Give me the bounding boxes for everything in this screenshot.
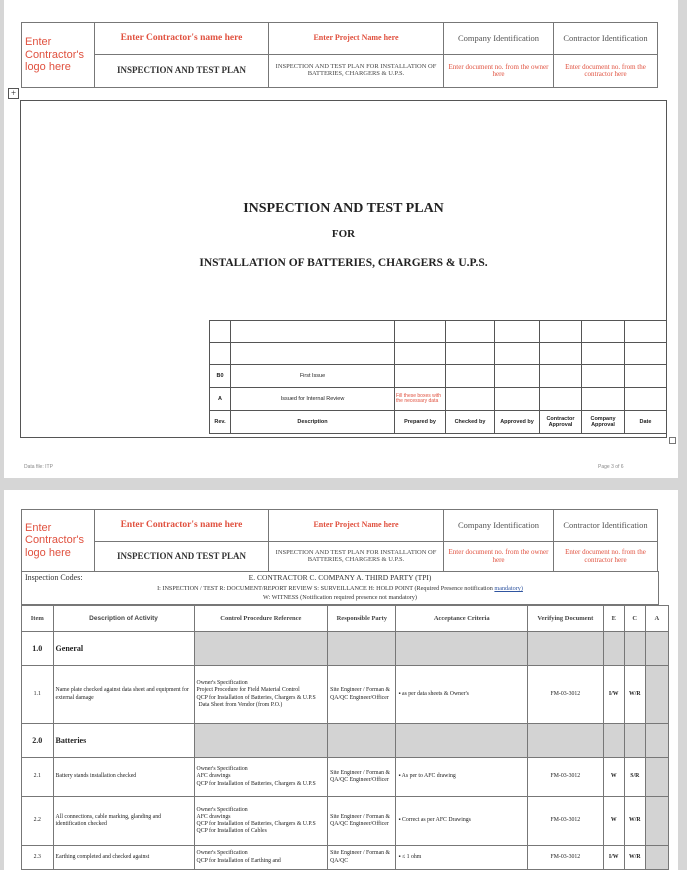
col-checked-by: Checked by [446, 411, 495, 434]
acceptance-criteria-text: As per to AFC drawing [401, 773, 456, 780]
inspection-codes-witness: W: WITNESS (Notification required presence not mandatory) [263, 594, 417, 601]
code-c: W/R [624, 846, 645, 870]
rev-description: First Issue [231, 365, 395, 388]
rev-code: A [210, 388, 231, 411]
contractor-logo-placeholder: Enter Contractor's logo here [22, 23, 95, 88]
plan-title: INSPECTION AND TEST PLAN FOR INSTALLATION OF BATTERIES, CHARGERS & U.P.S. [269, 55, 444, 88]
code-e: I/W [603, 846, 624, 870]
reference-line: Owner's Specification [196, 680, 248, 687]
code-c: W/R [624, 797, 645, 846]
reference-line: AFC drawings [196, 813, 231, 820]
contractor-document-number: Enter document no. from the contractor here [554, 542, 658, 572]
acceptance-criteria-text: ≤ 1 ohm [402, 853, 422, 860]
rev-code: B0 [210, 365, 231, 388]
col-responsible-party: Responsible Party [328, 606, 396, 632]
inspection-codes-mandatory-link: mandatory) [494, 585, 523, 592]
reference-line: Owner's Specification [196, 806, 248, 813]
contractor-document-number: Enter document no. from the contractor here [554, 55, 658, 88]
code-e: I/W [603, 666, 624, 724]
control-procedure-list [194, 758, 328, 797]
revision-row [210, 388, 667, 411]
table-move-handle-icon[interactable]: + [8, 88, 19, 99]
document-page-cover [4, 0, 678, 478]
reference-line: QCP for Installation of Batteries, Chargers & U.P.S [196, 821, 316, 827]
itp-label: INSPECTION AND TEST PLAN [95, 55, 269, 88]
reference-line: AFC drawings [196, 773, 231, 780]
table-resize-handle-icon[interactable] [669, 437, 676, 444]
acceptance-criteria: ▪ ≤ 1 ohm [396, 846, 528, 870]
item-number: 2.2 [22, 797, 54, 846]
col-contractor-approval: Contractor Approval [540, 411, 582, 434]
reference-line: QCP for Installation of Earthing and [196, 857, 281, 864]
owner-document-number: Enter document no. from the owner here [444, 55, 554, 88]
control-procedure-list [194, 797, 328, 846]
revision-table [209, 320, 667, 434]
responsible-party: Site Engineer / Forman & QA/QC [328, 846, 396, 870]
activity-description: Battery stands installation checked [53, 758, 194, 797]
col-a: A [645, 606, 668, 632]
plan-title: INSPECTION AND TEST PLAN FOR INSTALLATION OF BATTERIES, CHARGERS & U.P.S. [269, 542, 444, 572]
col-acceptance-criteria: Acceptance Criteria [396, 606, 528, 632]
col-prepared-by: Prepared by [395, 411, 446, 434]
contractor-identification-label: Contractor Identification [554, 23, 658, 55]
activity-description: Name plate checked against data sheet and equipment for external damage [53, 666, 194, 724]
col-e: E [603, 606, 624, 632]
acceptance-criteria: ▪ as per data sheets & Owner's [396, 666, 528, 724]
inspection-codes [21, 571, 659, 605]
verifying-document: FM-03-3012 [527, 846, 603, 870]
table-row [22, 797, 669, 846]
code-a [645, 797, 668, 846]
verifying-document: FM-03-3012 [527, 666, 603, 724]
col-verifying-document: Verifying Document [527, 606, 603, 632]
verifying-document: FM-03-3012 [527, 758, 603, 797]
reference-line: Project Procedure for Field Material Control [196, 687, 300, 694]
company-identification-label: Company Identification [444, 510, 554, 542]
acceptance-criteria: ▪ As per to AFC drawing [396, 758, 528, 797]
col-approved-by: Approved by [495, 411, 540, 434]
responsible-party: Site Engineer / Forman & QA/QC Engineer/Officer [328, 666, 396, 724]
reference-line: Data Sheet from Vendor (from P.O.) [198, 701, 283, 708]
cover-subtitle: INSTALLATION OF BATTERIES, CHARGERS & U.P.S. [199, 257, 488, 269]
table-row [22, 666, 669, 724]
section-row [22, 632, 669, 666]
revision-header-row [210, 411, 667, 434]
contractor-name: Enter Contractor's name here [95, 510, 269, 542]
inspection-codes-types-text: I: INSPECTION / TEST R: DOCUMENT/REPORT REVIEW S: SURVEILLANCE H: HOLD POINT (Required Presence notification [157, 585, 495, 592]
inspection-codes-types [22, 585, 658, 593]
section-number: 2.0 [22, 724, 54, 758]
activity-header-row [22, 606, 669, 632]
control-procedure-list [194, 666, 328, 724]
activity-description: All connections, cable marking, glanding and identification checked [53, 797, 194, 846]
footer-file: Data file: ITP [24, 464, 53, 470]
header-table [21, 22, 658, 88]
col-date: Date [625, 411, 667, 434]
company-identification-label: Company Identification [444, 23, 554, 55]
col-c: C [624, 606, 645, 632]
revision-row [210, 365, 667, 388]
acceptance-criteria-text: as per data sheets & Owner's [402, 690, 469, 697]
owner-document-number: Enter document no. from the owner here [444, 542, 554, 572]
contractor-identification-label: Contractor Identification [554, 510, 658, 542]
col-control-procedure: Control Procedure Reference [194, 606, 328, 632]
col-item: Item [22, 606, 54, 632]
reference-line: QCP for Installation of Batteries, Chargers & U.P.S [196, 694, 316, 701]
cover-for: FOR [331, 228, 356, 240]
itp-label: INSPECTION AND TEST PLAN [95, 542, 269, 572]
responsible-party: Site Engineer / Forman & QA/QC Engineer/Officer [328, 797, 396, 846]
col-company-approval: Company Approval [582, 411, 625, 434]
table-row [22, 846, 669, 870]
code-a [645, 758, 668, 797]
col-description: Description [231, 411, 395, 434]
verifying-document: FM-03-3012 [527, 797, 603, 846]
fill-data-note: Fill these boxes with the necessary data [395, 388, 446, 411]
activity-description: Earthing completed and checked against [53, 846, 194, 870]
acceptance-criteria-text: Correct as per AFC Drawings [402, 817, 471, 824]
control-procedure-list [194, 846, 328, 870]
activity-table [21, 605, 669, 870]
col-description: Description of Activity [53, 606, 194, 632]
table-row [22, 758, 669, 797]
code-e: W [603, 797, 624, 846]
contractor-logo-placeholder: Enter Contractor's logo here [22, 510, 95, 572]
item-number: 2.3 [22, 846, 54, 870]
rev-description: Issued for Internal Review [231, 388, 395, 411]
project-name: Enter Project Name here [269, 23, 444, 55]
cover-box [20, 100, 667, 438]
acceptance-criteria: ▪ Correct as per AFC Drawings [396, 797, 528, 846]
item-number: 1.1 [22, 666, 54, 724]
reference-line: Owner's Specification [196, 766, 248, 773]
section-title: Batteries [53, 724, 194, 758]
reference-line: Owner's Specification [196, 850, 248, 857]
code-c: S/R [624, 758, 645, 797]
col-rev: Rev. [210, 411, 231, 434]
code-e: W [603, 758, 624, 797]
responsible-party: Site Engineer / Forman & QA/QC Engineer/Officer [328, 758, 396, 797]
document-page-itp [4, 490, 678, 870]
reference-line: QCP for Installation of Cables [196, 828, 267, 835]
section-number: 1.0 [22, 632, 54, 666]
footer-page-number: Page 3 of 6 [598, 464, 624, 470]
reference-line: QCP for Installation of Batteries, Chargers & U.P.S [196, 780, 316, 787]
project-name: Enter Project Name here [269, 510, 444, 542]
code-c: W/R [624, 666, 645, 724]
item-number: 2.1 [22, 758, 54, 797]
cover-title: INSPECTION AND TEST PLAN [243, 201, 444, 216]
section-row [22, 724, 669, 758]
section-title: General [53, 632, 194, 666]
inspection-codes-parties: E. CONTRACTOR C. COMPANY A. THIRD PARTY (TPI) [248, 573, 432, 582]
inspection-codes-label: Inspection Codes: [25, 573, 83, 582]
header-table [21, 509, 658, 572]
code-a [645, 666, 668, 724]
contractor-name: Enter Contractor's name here [95, 23, 269, 55]
code-a [645, 846, 668, 870]
